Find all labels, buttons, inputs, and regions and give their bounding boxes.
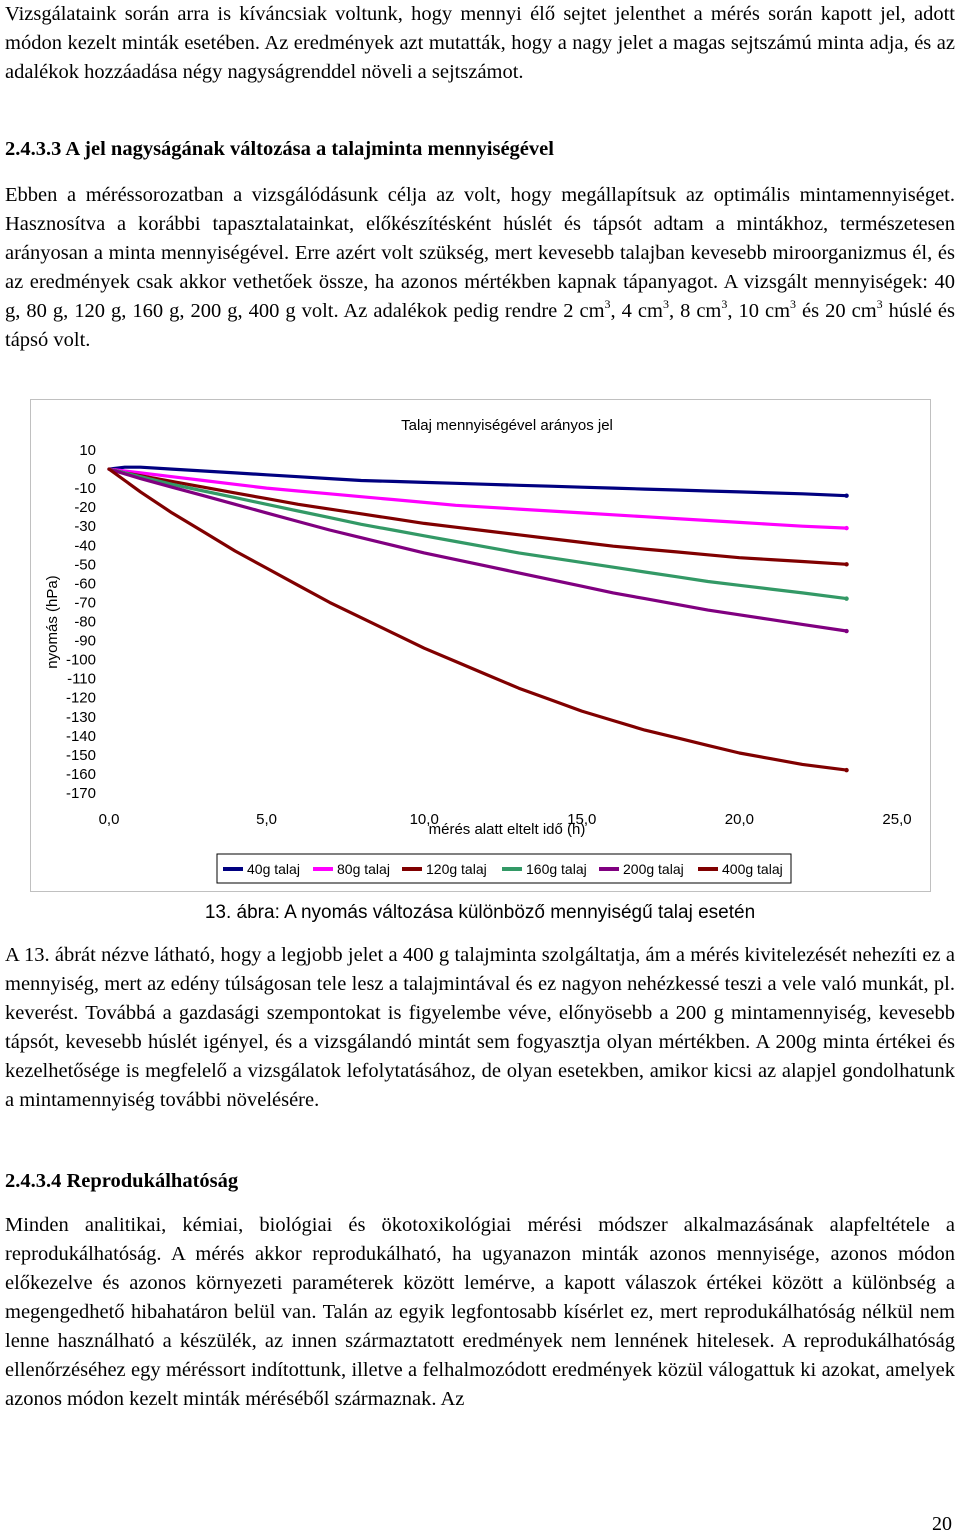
method-text-6: húslé és tápsó volt.	[5, 300, 955, 351]
y-tick-label: -110	[67, 670, 96, 688]
sup-3: 3	[721, 297, 728, 311]
chart-title: Talaj mennyiségével arányos jel	[401, 417, 613, 434]
y-tick-label: -10	[74, 480, 96, 498]
y-tick-label: -30	[74, 518, 96, 536]
method-text-2: , 4 cm	[610, 300, 663, 322]
legend-label-4: 160g talaj	[526, 861, 587, 877]
method-text	[5, 181, 955, 355]
discussion-paragraph	[5, 941, 955, 1115]
reproducibility-paragraph	[5, 1211, 955, 1414]
x-tick-label: 25,0	[882, 811, 912, 828]
y-tick-label: -40	[74, 537, 96, 555]
x-tick-label: 5,0	[256, 811, 278, 828]
legend-label-1: 40g talaj	[247, 861, 300, 877]
series-end-point-4	[844, 596, 848, 600]
x-tick-label: 10,0	[409, 811, 439, 828]
series-end-point-6	[844, 768, 848, 772]
series-end-point-5	[844, 629, 848, 633]
figure-caption: 13. ábra: A nyomás változása különböző mennyiségű talaj esetén	[204, 902, 756, 923]
y-tick-label: -130	[65, 708, 96, 726]
chart-frame	[30, 399, 931, 892]
y-tick-label: -170	[65, 785, 96, 802]
sup-1: 3	[604, 297, 611, 311]
method-text-3: , 8 cm	[668, 300, 722, 322]
page-number: 20	[932, 1513, 952, 1535]
y-tick-label: -140	[65, 727, 96, 745]
method-text-1: Ebben a méréssorozatban a vizsgálódásunk célja az volt, hogy megállapítsuk az optimális mintamennyiséget. Hasznosítva a korábbi tapasztalatainkat, előkészítésként húslét és tápsót adtam a mintákhoz, természetesen arányosan a minta mennyiségével. Erre azért volt szükség, mert kevesebb talajban kevesebb miroorganizmus él, és az eredmények csak akkor vethetőek össze, ha azonos mértékben kapnak tápanyagot. A vizsgált mennyiségek: 40 g, 80 g, 120 g, 160 g, 200 g, 400 g volt. Az adalékok pedig rendre 2 cm	[5, 184, 955, 322]
y-axis-label: nyomás (hPa)	[44, 575, 61, 669]
x-tick-label: 0,0	[98, 811, 120, 828]
x-axis-label: mérés alatt eltelt idő (h)	[428, 821, 586, 838]
pressure-chart	[31, 400, 930, 891]
legend-label-3: 120g talaj	[426, 861, 487, 877]
y-tick-label: -150	[65, 746, 96, 764]
y-tick-label: -90	[74, 632, 96, 650]
y-tick-label: 0	[87, 461, 96, 479]
x-tick-label: 20,0	[724, 811, 755, 828]
sup-4: 3	[790, 297, 797, 311]
series-end-point-3	[844, 562, 848, 566]
y-tick-label: 10	[79, 442, 96, 459]
x-tick-label: 15,0	[567, 811, 597, 828]
method-text-4: , 10 cm	[727, 300, 791, 322]
series-end-point-1	[844, 494, 848, 498]
legend-label-2: 80g talaj	[337, 861, 390, 877]
y-tick-label: -160	[65, 765, 96, 783]
series-end-point-2	[844, 526, 848, 530]
legend-label-6: 400g talaj	[722, 861, 783, 877]
discussion-text: A 13. ábrát nézve látható, hogy a legjobb jelet a 400 g talajminta szolgáltatja, ám a mérés kivitelezését nehezíti ez a mennyiség, mert az edény túlságosan tele lesz a talajmintával és ez nagyon nehézkessé teszi a vele való munkát, pl. keverést. Továbbá a gazdasági szempontokat is figyelembe véve, előnyösebb a 200 g mintamennyiség, kevesebb tápsót, kevesebb húslét igényel, és a vizsgálandó mintát sem fogyasztja olyan mértékben. A 200g minta értékei és kezelhetősége is megfelelő a vizsgálatok lefolytatásához, de olyan esetekben, amikor kicsi az alapjel gondolhatunk a mintamennyiség további növelésére.	[5, 944, 955, 1111]
y-tick-label: -100	[65, 651, 96, 669]
sup-5: 3	[876, 297, 883, 311]
reproducibility-text: Minden analitikai, kémiai, biológiai és ökotoxikológiai mérési módszer alkalmazásának alapfeltétele a reprodukálhatóság. A mérés akkor reprodukálható, ha ugyanazon minták azonos mennyisége, azonos módon előkezelve és azonos környezeti paraméterek között lemérve, a kapott válaszok értékei között a különbség a megengedhető hibahatáron belül van. Talán az egyik legfontosabb kísérlet ez, mert reprodukálhatóság nélkül nem lenne használható a készülék, az innen származtatott eredmények nem lennének hitelesek. A reprodukálhatóság ellenőrzéséhez egy méréssort indítottunk, illetve a felhalmozódott eredmények közül válogattuk ki azokat, amelyek azonos módon kezelt minták méréséből származnak. Az	[5, 1214, 955, 1410]
method-paragraph	[5, 181, 955, 355]
legend-label-5: 200g talaj	[623, 861, 684, 877]
y-tick-label: -20	[74, 499, 96, 517]
method-text-5: és 20 cm	[796, 300, 877, 322]
y-tick-label: -120	[65, 689, 96, 707]
section-heading-2-4-3-4: 2.4.3.4 Reprodukálhatóság	[5, 1170, 239, 1192]
sup-2: 3	[662, 297, 669, 311]
y-tick-label: -60	[74, 575, 96, 593]
intro-text: Vizsgálataink során arra is kíváncsiak voltunk, hogy mennyi élő sejtet jelenthet a mérés során kapott jel, adott módon kezelt minták esetében. Az eredmények azt mutatták, hogy a nagy jelet a magas sejtszámú minta adja, és az adalékok hozzáadása négy nagyságrenddel növeli a sejtszámot.	[5, 3, 955, 83]
series-line-6	[109, 469, 847, 770]
y-tick-label: -70	[74, 594, 96, 612]
y-tick-label: -50	[74, 556, 96, 574]
section-heading-2-4-3-3: 2.4.3.3 A jel nagyságának változása a talajminta mennyiségével	[5, 138, 554, 160]
intro-paragraph	[5, 0, 955, 87]
y-tick-label: -80	[74, 613, 96, 631]
